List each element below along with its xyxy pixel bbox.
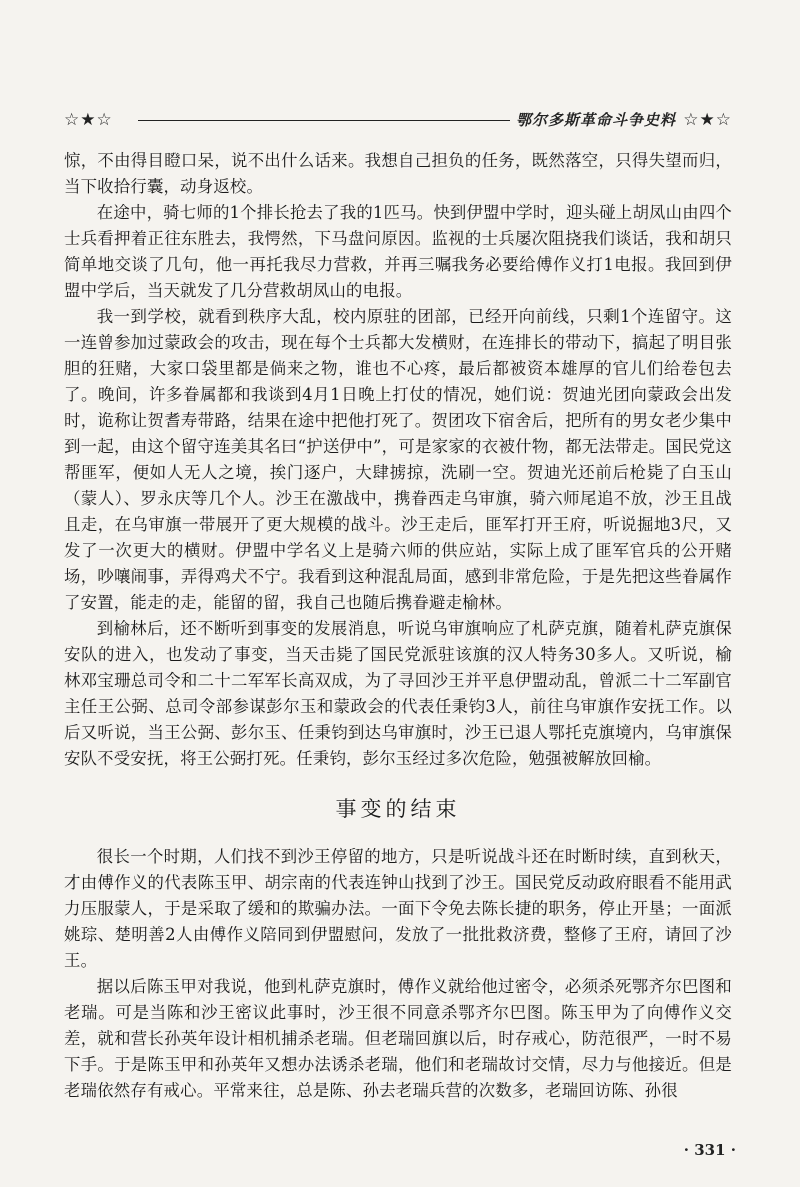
paragraph-continued: 惊，不由得目瞪口呆，说不出什么话来。我想自己担负的任务，既然落空，只得失望而归，当下收拾行囊，动身返校。 (64, 151, 732, 196)
running-header (64, 109, 732, 131)
page-body (64, 148, 732, 1104)
page-number: · 331 · (683, 1141, 736, 1159)
paragraph: 我一到学校，就看到秩序大乱，校内原驻的团部，已经开向前线，只剩1个连留守。这一连曾参加过蒙政会的攻击，现在每个士兵都大发横财，在连排长的带动下，搞起了明目张胆的狂赌，大家口袋里都是倘来之物，谁也不心疼，最后都被资本雄厚的官儿们给卷包去了。晚间，许多眷属都和我谈到4月1日晚上打仗的情况，她们说：贺迪光团向蒙政会出发时，诡称让贺耆寿带路，结果在途中把他打死了。贺团攻下宿舍后，把所有的男女老少集中到一起，由这个留守连美其名曰“护送伊中”，可是家家的衣被什物，都无法带走。国民党这帮匪军，便如人无人之境，挨门逐户，大肆掳掠，洗刷一空。贺迪光还前后枪毙了白玉山（蒙人）、罗永庆等几个人。沙王在激战中，携眷西走乌审旗，骑六师尾追不放，沙王且战且走，在乌审旗一带展开了更大规模的战斗。沙王走后，匪军打开王府，听说掘地3尺，又发了一次更大的横财。伊盟中学名义上是骑六师的供应站，实际上成了匪军官兵的公开赌场，吵嚷闹事，弄得鸡犬不宁。我看到这种混乱局面，感到非常危险，于是先把这些眷属作了安置，能走的走，能留的留，我自己也随后携眷避走榆林。 (64, 307, 732, 612)
series-title: 鄂尔多斯革命斗争史料 (516, 111, 677, 129)
header-rule (138, 120, 510, 121)
header-stars-left-icon: ☆★☆ (64, 110, 113, 130)
paragraph: 到榆林后，还不断听到事变的发展消息，听说乌审旗响应了札萨克旗，随着札萨克旗保安队的进入，也发动了事变，当天击毙了国民党派驻该旗的汉人特务30多人。又听说，榆林邓宝珊总司令和二十二军军长高双成，为了寻回沙王并平息伊盟动乱，曾派二十二军副官主任王公弼、总司令部参谋彭尔玉和蒙政会的代表任秉钧3人，前往乌审旗作安抚工作。以后又听说，当王公弼、彭尔玉、任秉钧到达乌审旗时，沙王已退人鄂托克旗境内，乌审旗保安队不受安抚，将王公弼打死。任秉钧，彭尔玉经过多次危险，勉强被解放回榆。 (64, 619, 732, 768)
paragraph: 很长一个时期，人们找不到沙王停留的地方，只是听说战斗还在时断时续，直到秋天，才由傅作义的代表陈玉甲、胡宗南的代表连钟山找到了沙王。国民党反动政府眼看不能用武力压服蒙人，于是采取了缓和的欺骗办法。一面下令免去陈长捷的职务，停止开垦；一面派姚琮、楚明善2人由傅作义陪同到伊盟慰问，发放了一批批救济费，整修了王府，请回了沙王。 (64, 847, 732, 970)
header-stars-right-icon: ☆★☆ (683, 110, 732, 130)
paragraph: 据以后陈玉甲对我说，他到札萨克旗时，傅作义就给他过密令，必须杀死鄂齐尔巴图和老瑞。可是当陈和沙王密议此事时，沙王很不同意杀鄂齐尔巴图。陈玉甲为了向傅作义交差，就和营长孙英年设计相机捕杀老瑞。但老瑞回旗以后，时存戒心，防范很严，一时不易下手。于是陈玉甲和孙英年又想办法诱杀老瑞，他们和老瑞故讨交情，尽力与他接近。但是老瑞依然存有戒心。平常来往，总是陈、孙去老瑞兵营的次数多，老瑞回访陈、孙很 (64, 977, 732, 1100)
paragraph: 在途中，骑七师的1个排长抢去了我的1匹马。快到伊盟中学时，迎头碰上胡凤山由四个士兵看押着正往东胜去，我愕然，下马盘问原因。监视的士兵屡次阻挠我们谈话，我和胡只简单地交谈了几句，他一再托我尽力营救，并再三嘱我务必要给傅作义打1电报。我回到伊盟中学后，当天就发了几分营救胡凤山的电报。 (64, 203, 732, 300)
section-heading: 事变的结束 (335, 797, 461, 821)
